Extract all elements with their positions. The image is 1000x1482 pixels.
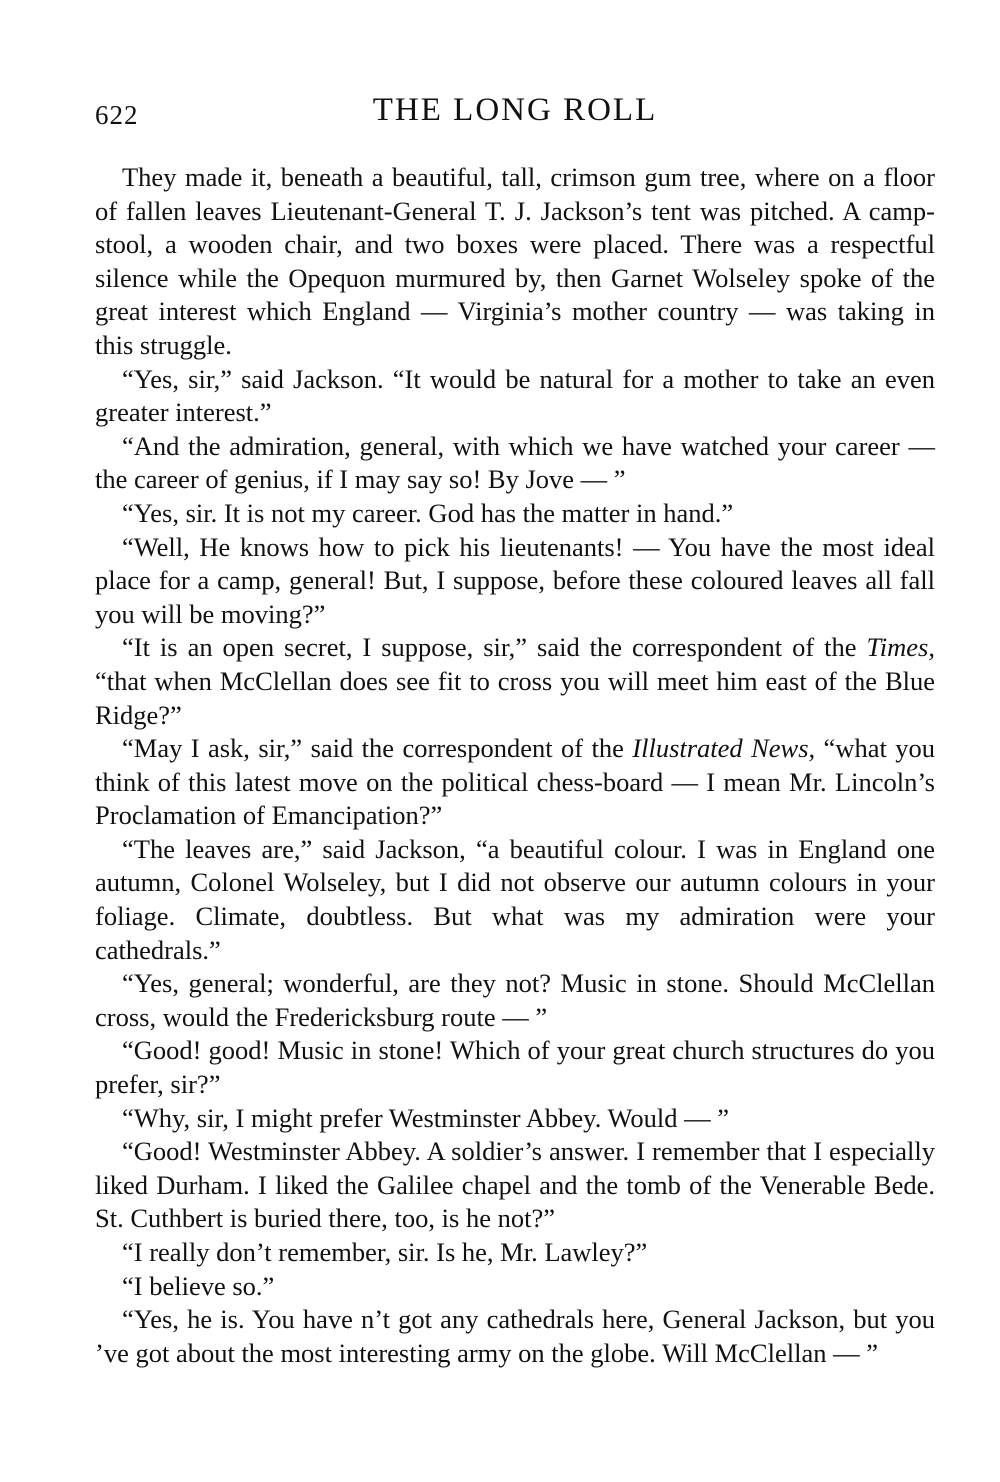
paragraph [95,1270,935,1304]
paragraph-text: “that when McClellan does see fit to cross you will meet him east of the Blue Ridge?” [95,665,935,730]
paragraph-text: “Good! Westminster Abbey. A soldier’s answer. I remember that I especially liked Durham. I liked the Galilee chapel and the tomb of the Venerable Bede. St. Cuthbert is buried there, too, is he not?” [95,1136,935,1234]
paragraph [95,1303,935,1370]
paragraph-text: “And the admiration, general, with which we have watched your career — the career of genius, if I may say so! By Jove — ” [95,430,935,495]
paragraph [95,1102,935,1136]
body-text [95,161,935,1370]
paragraph [95,497,935,531]
paragraph-text: “Well, He knows how to pick his lieutenants! — You have the most ideal place for a camp, general! But, I suppose, before these coloured leaves all fall you will be moving?” [95,531,935,629]
paragraph [95,430,935,497]
italic-text: Times, [866,632,935,663]
paragraph [95,161,935,363]
paragraph [95,1135,935,1236]
paragraph-text: “May I ask, sir,” said the correspondent of the [122,733,633,764]
paragraph-text: “Good! good! Music in stone! Which of your great church structures do you prefer, sir?” [95,1035,935,1100]
page-number: 622 [95,100,139,130]
paragraph-text: They made it, beneath a beautiful, tall, crimson gum tree, where on a floor of fallen leaves Lieutenant-General T. J. Jackson’s tent was pitched. A camp-stool, a wooden chair, and two boxes were placed. There was a respectful silence while the Opequon murmured by, then Garnet Wolseley spoke of the great interest which England — Virginia’s mother country — was taking in this struggle. [95,162,935,360]
paragraph-text: “I really don’t remember, sir. Is he, Mr. Lawley?” [122,1237,648,1267]
paragraph [95,631,935,732]
paragraph-text: “I believe so.” [122,1270,275,1301]
paragraph [95,1034,935,1101]
paragraph-text: “It is an open secret, I suppose, sir,” said the correspondent of the [122,632,867,663]
paragraph [95,732,935,833]
paragraph [95,833,935,967]
paragraph-text: “Yes, he is. You have n’t got any cathedrals here, General Jackson, but you ’ve got about the most interesting army on the globe. Will McClellan — ” [95,1304,935,1368]
running-title: THE LONG ROLL [372,92,658,128]
paragraph [95,1236,935,1270]
paragraph [95,531,935,632]
italic-text: Illustrated News, [632,733,816,764]
paragraph-text: “Yes, sir,” said Jackson. “It would be natural for a mother to take an even greater interest.” [95,363,935,428]
paragraph [95,363,935,430]
paragraph-text: “what you think of this latest move on the political chess-board — I mean Mr. Lincoln’s Proclamation of Emancipation?” [95,733,935,831]
paragraph-text: “Why, sir, I might prefer Westminster Abbey. Would — ” [122,1102,729,1133]
paragraph-text: “Yes, sir. It is not my career. God has the matter in hand.” [122,497,734,528]
paragraph [95,967,935,1034]
paragraph-text: “Yes, general; wonderful, are they not? Music in stone. Should McClellan cross, would the Fredericksburg route — ” [95,968,935,1032]
page-header [95,92,935,142]
paragraph-text: “The leaves are,” said Jackson, “a beautiful colour. I was in England one autumn, Colonel Wolseley, but I did not observe our autumn colours in your foliage. Climate, doubtless. But what was my admiration were your cathedrals.” [95,833,935,965]
